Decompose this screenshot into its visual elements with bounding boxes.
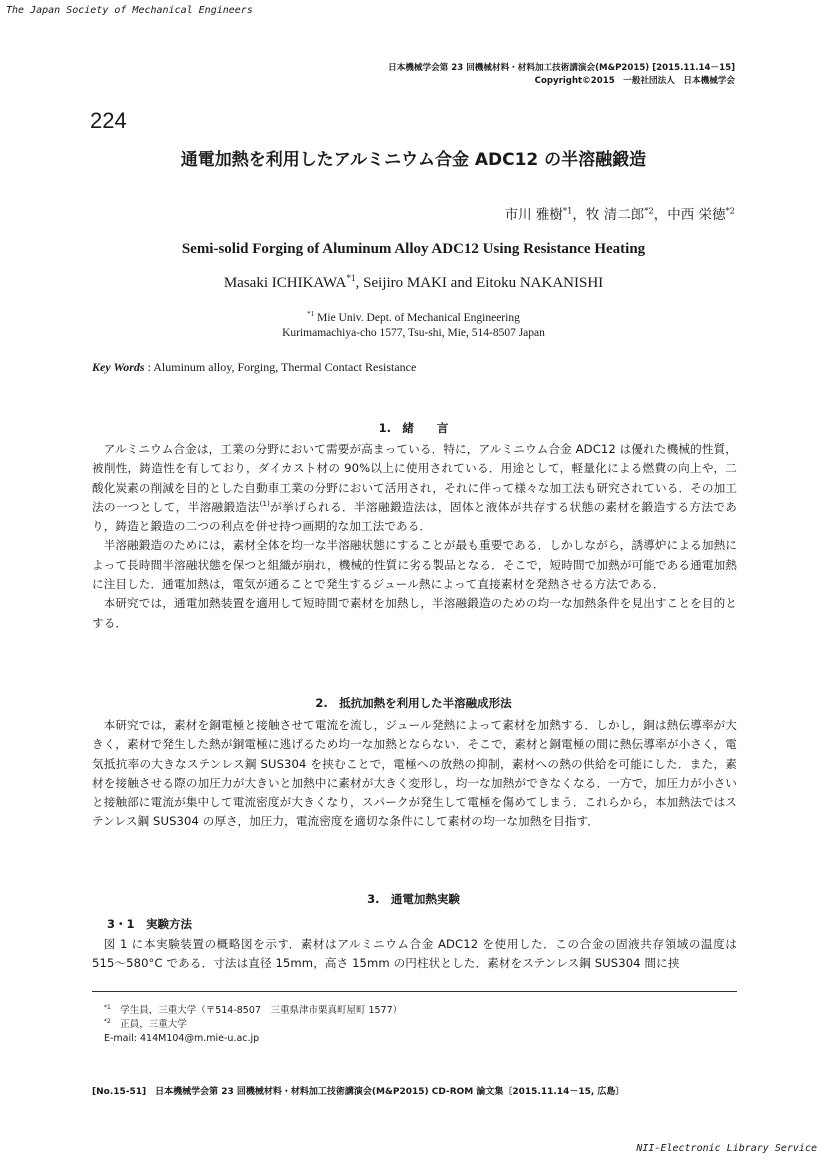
section-heading-introduction: 1. 緒 言 (378, 421, 449, 435)
footnote-mark: *1 (104, 1004, 111, 1011)
subsection-heading: 3・1 実験方法 (107, 917, 193, 931)
section-heading-method: 2. 抵抗加熱を利用した半溶融成形法 (315, 696, 512, 710)
paragraph (92, 440, 737, 536)
author-name: ，中西 栄徳 (653, 207, 726, 223)
author-mark: *2 (644, 205, 654, 216)
authors-english (0, 275, 827, 292)
conference-info (388, 62, 735, 88)
section-heading-experiment: 3. 通電加熱実験 (367, 892, 460, 906)
paragraph: 本研究では，通電加熱装置を適用して短時間で素材を加熱し，半溶融鍛造のための均一な加熱条件を見出すことを目的とする． (92, 596, 737, 630)
section-body-introduction (92, 440, 737, 633)
paragraph: 本研究では，素材を銅電極と接触させて電流を流し，ジュール発熱によって素材を加熱する．しかし，銅は熱伝導率が大きく，素材で発生した熱が銅電極に逃げるため均一な加熱とならない．そこで，素材と銅電極の間に熱伝導率が小さく，電気抵抗率の大きなステンレス鋼 SUS304 を挟むことで，電極への放熱の抑制，素材への熱の供給を可能にした．また，素材を接触させる際の加圧力が大きいと加熱中に素材が大きく変形し，均一な加熱ができなくなる．一方で，加圧力が小さいと接触部に電流が集中して電流密度が大きくなり，スパークが発生して電極を傷めてしまう．これらから，本加熱法ではステンレス鋼 SUS304 の厚さ，加圧力，電流密度を適切な条件にして素材の均一な加熱を目指す． (92, 718, 737, 829)
paragraph-text: アルミニウム合金は，工業の分野において需要が高まっている．特に，アルミニウム合金 ADC12 は優れた機械的性質，被削性，鋳造性を有しており，ダイカスト材の 90%以上に使用されている．用途として，軽量化による燃費の向上や，二酸化炭素の削減を目的とした自動車工業の分野において活用され，それに伴って様々な加工法も研究されている．その加工法の一つとして，半溶融鍛造法 (92, 442, 737, 514)
author-name: Masaki ICHIKAWA (223, 275, 347, 291)
paper-number: 224 (90, 108, 127, 133)
nii-watermark: NII-Electronic Library Service (636, 1143, 817, 1154)
authors-japanese (505, 203, 735, 223)
author-mark: *1 (346, 274, 356, 284)
footnotes (104, 1004, 402, 1046)
reference-mark: (1) (259, 499, 270, 509)
affiliation (0, 311, 827, 341)
title-japanese: 通電加熱を利用したアルミニウム合金 ADC12 の半溶融鍛造 (180, 150, 647, 170)
author-mark: *2 (725, 205, 735, 216)
society-watermark: The Japan Society of Mechanical Engineers (6, 5, 253, 16)
author-name: ，牧 清二郎 (572, 207, 645, 223)
keywords-list: Aluminum alloy, Forging, Thermal Contact Resistance (153, 360, 417, 374)
section-body-method (92, 716, 737, 832)
conference-line: 日本機械学会第 23 回機械材料・材料加工技術講演会(M&P2015) [2015.11.14－15] (388, 63, 735, 73)
footer-citation: [No.15-51] 日本機械学会第 23 回機械材料・材料加工技術講演会(M&P2015) CD-ROM 論文集〔2015.11.14－15, 広島〕 (92, 1087, 625, 1097)
title-english: Semi-solid Forging of Aluminum Alloy ADC12 Using Resistance Heating (181, 241, 646, 257)
email: E-mail: 414M104@m.mie-u.ac.jp (104, 1033, 260, 1044)
footnote-text: 正員，三重大学 (120, 1019, 187, 1030)
subsection-body (92, 935, 737, 974)
keywords (92, 360, 416, 375)
keywords-label: Key Words (92, 360, 145, 374)
footnote-text: 学生員，三重大学（〒514-8507 三重県津市栗真町屋町 1577） (120, 1005, 403, 1016)
footnote-divider (92, 991, 737, 992)
paragraph-text: が挙げられる．半溶融鍛造法は，固体と液体が共存する状態の素材を鍛造する方法であり，鋳造と鍛造の二つの利点を併せ持つ画期的な加工法である． (92, 499, 737, 534)
footnote-mark: *2 (104, 1018, 111, 1025)
paragraph: 図 1 に本実験装置の概略図を示す．素材はアルミニウム合金 ADC12 を使用した．この合金の固液共存領域の温度は 515～580°C である．寸法は直径 15mm，高さ 15mm の円柱状とした．素材をステンレス鋼 SUS304 間に挟 (92, 937, 737, 971)
affiliation-address: Kurimamachiya-cho 1577, Tsu-shi, Mie, 514-8507 Japan (282, 327, 545, 339)
copyright-line: Copyright©2015 一般社団法人 日本機械学会 (534, 76, 735, 86)
affiliation-dept: Mie Univ. Dept. of Mechanical Engineering (314, 312, 520, 324)
author-names: , Seijiro MAKI and Eitoku NAKANISHI (355, 275, 604, 291)
author-name: 市川 雅樹 (504, 207, 563, 223)
affiliation-mark: *1 (307, 310, 315, 319)
author-mark: *1 (562, 205, 573, 216)
keywords-separator: : (144, 360, 154, 374)
paragraph: 半溶融鍛造のためには，素材全体を均一な半溶融状態にすることが最も重要である．しかしながら，誘導炉による加熱によって長時間半溶融状態を保つと組織が崩れ，機械的性質に劣る製品となる．そこで，短時間で加熱が可能である通電加熱に注目した．通電加熱は，電気が通ることで発生するジュール熱によって直接素材を発熱させる方法である． (92, 538, 737, 592)
